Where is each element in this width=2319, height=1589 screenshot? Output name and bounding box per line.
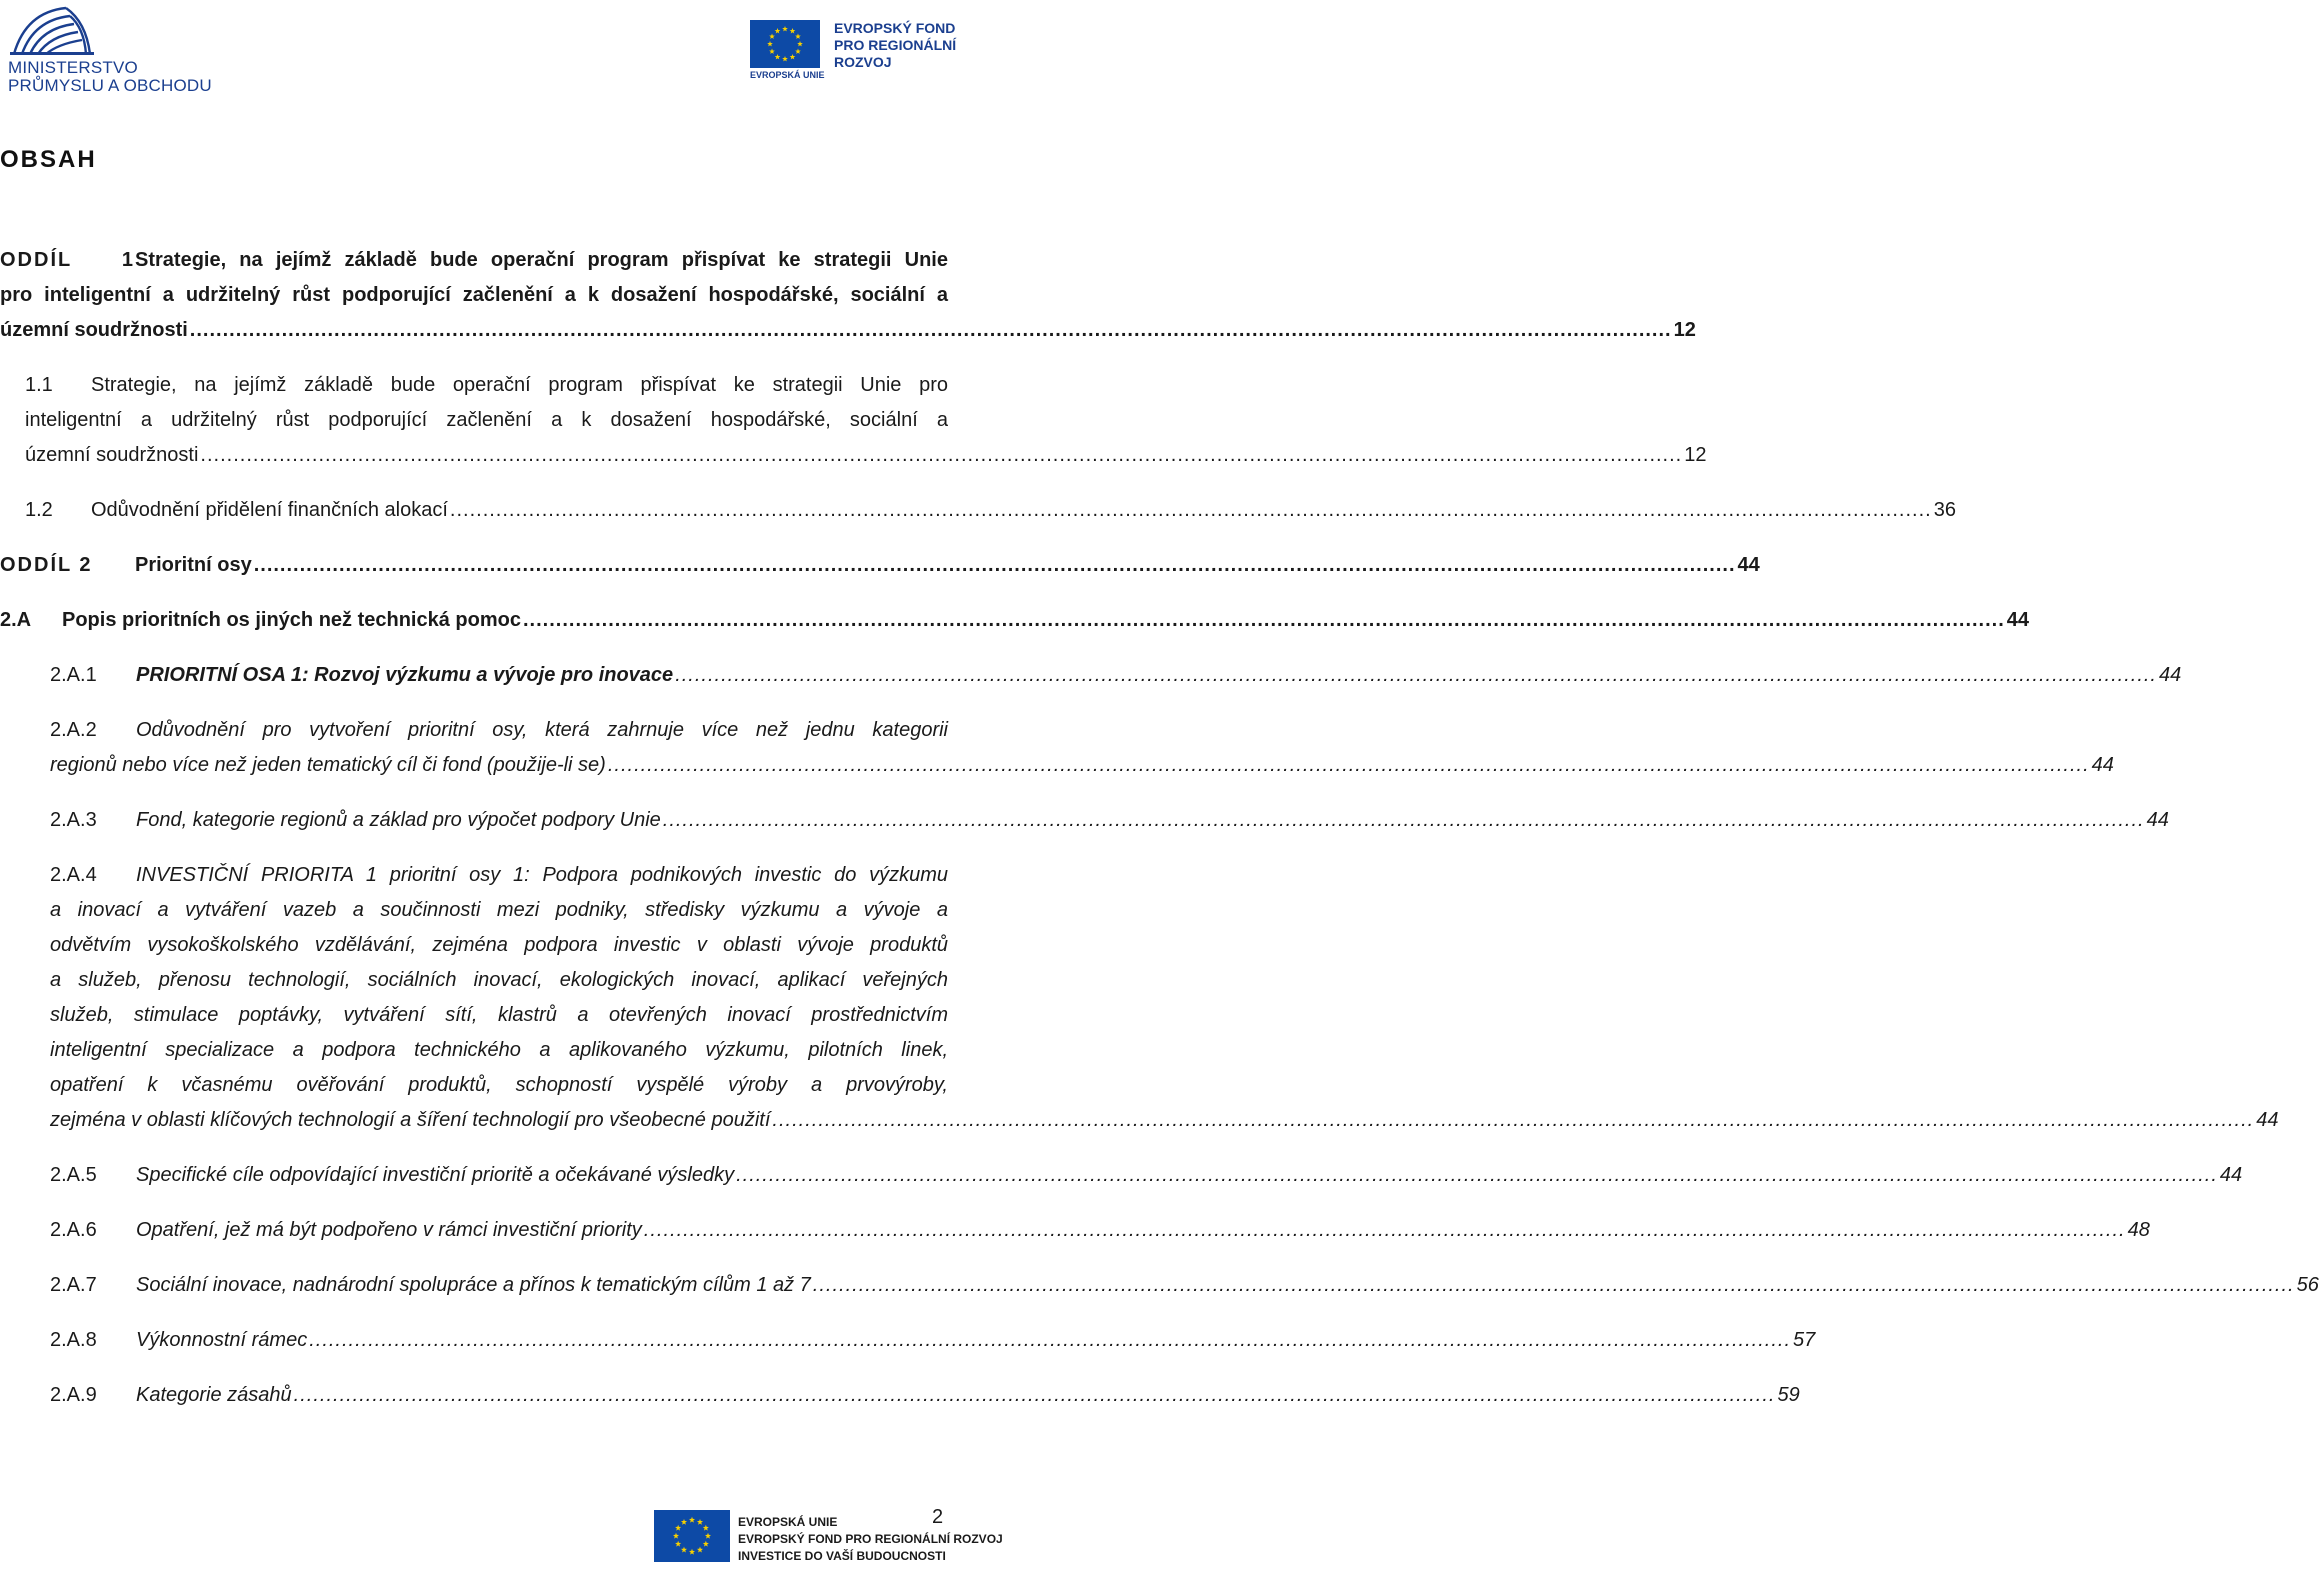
toc-number: 1.2 [25, 499, 53, 521]
footer-eu-logo [654, 1510, 1003, 1570]
toc-entry-2-a-6[interactable]: 2.A.6 Opatření, jež má být podpořeno v rámci investiční priority ..... 48 [0, 1213, 948, 1248]
eu-fund-logo [750, 20, 960, 82]
toc-page-number: 48 [2127, 1219, 2150, 1241]
toc-leader [813, 1268, 2295, 1303]
toc-entry-2-a[interactable]: 2.A Popis prioritních os jiných než technická pomoc ..... 44 [0, 603, 948, 638]
toc-page-number: 12 [1673, 319, 1696, 341]
eu-flag-caption: EVROPSKÁ UNIE [750, 70, 825, 80]
toc-leader [772, 1103, 2254, 1138]
toc-page-number: 59 [1777, 1384, 1800, 1406]
toc-page-number: 36 [1933, 499, 1956, 521]
toc-leader [254, 548, 1736, 583]
ministry-emblem-icon [6, 2, 106, 58]
toc-number: 2.A.9 [50, 1384, 97, 1406]
ministry-logo [6, 2, 216, 98]
toc-page-number: 44 [2159, 664, 2182, 686]
toc-entry-2-a-7[interactable]: 2.A.7 Sociální inovace, nadnárodní spolupráce a přínos k tematickým cílům 1 až 7 ..... 56 [0, 1268, 948, 1303]
toc-leader [190, 313, 1672, 348]
toc-leader [294, 1378, 1776, 1413]
toc-leader [736, 1158, 2218, 1193]
toc-leader [450, 493, 1932, 528]
table-of-contents [0, 243, 2319, 1413]
page-number: 2 [932, 1506, 944, 1528]
toc-page-number: 44 [1737, 554, 1760, 576]
footer-eu-text: EVROPSKÁ UNIE EVROPSKÝ FOND PRO REGIONÁLNÍ ROZVOJ INVESTICE DO VAŠÍ BUDOUCNOSTI [738, 1515, 1003, 1563]
toc-number: 2.A.1 [50, 664, 97, 686]
toc-entry-1-1[interactable]: 1.1 Strategie, na jejímž základě bude operační program přispívat ke strategii Unie pro inteligentní a udržitelný růst podporující začlenění a k dosažení hospodářské, sociální a územní soudržnosti ..... 12 [0, 368, 948, 473]
toc-entry-2-a-2[interactable]: 2.A.2 Odůvodnění pro vytvoření prioritní osy, která zahrnuje více než jednu kategorii regionů nebo více než jeden tematický cíl či fond (použije-li se) ..... 44 [0, 713, 948, 783]
toc-entry-2-a-9[interactable]: 2.A.9 Kategorie zásahů ..... 59 [0, 1378, 948, 1413]
toc-number: 2.A [0, 609, 32, 631]
toc-entry-2-a-8[interactable]: 2.A.8 Výkonnostní rámec ..... 57 [0, 1323, 948, 1358]
toc-page-number: 44 [2146, 809, 2169, 831]
page-title: OBSAH [0, 146, 97, 173]
fund-name: EVROPSKÝ FOND PRO REGIONÁLNÍ ROZVOJ [834, 20, 957, 70]
toc-entry-1-2[interactable]: 1.2 Odůvodnění přidělení finančních alokací ..... 36 [0, 493, 948, 528]
eu-flag-icon [750, 20, 820, 68]
toc-leader [200, 438, 1682, 473]
toc-number: 2.A.3 [50, 809, 97, 831]
toc-page-number: 12 [1684, 444, 1707, 466]
toc-number: 1.1 [25, 374, 53, 396]
toc-number: 2.A.4 [50, 864, 97, 886]
toc-number: 2.A.6 [50, 1219, 97, 1241]
toc-number: 2.A.8 [50, 1329, 97, 1351]
toc-entry-2-a-1[interactable]: 2.A.1 PRIORITNÍ OSA 1: Rozvoj výzkumu a vývoje pro inovace ..... 44 [0, 658, 948, 693]
toc-number: 2.A.7 [50, 1274, 97, 1296]
toc-number: 2.A.5 [50, 1164, 97, 1186]
toc-number: ODDÍL 2 [0, 554, 93, 576]
toc-number: 2.A.2 [50, 719, 97, 741]
toc-leader [523, 603, 2005, 638]
toc-page-number: 44 [2006, 609, 2030, 631]
toc-page-number: 44 [2091, 754, 2114, 776]
toc-number: ODDÍL 1 [0, 249, 135, 271]
toc-page-number: 57 [1793, 1329, 1816, 1351]
toc-entry-2-a-4[interactable]: 2.A.4 INVESTIČNÍ PRIORITA 1 prioritní osy 1: Podpora podnikových investic do výzkumu a inovací a vytváření vazeb a součinnosti mezi podniky, středisky výzkumu a vývoje a odvětvím vysokoškolského vzdělávání, zejména podpora investic v oblasti vývoje produktů a služeb, přenosu technologií, sociálních inovací, ekologických inovací, aplikací veřejných služeb, stimulace poptávky, vytváření sítí, klastrů a otevřených inovací prostřednictvím inteligentní specializace a podpora technického a aplikovaného výzkumu, pilotních linek, opatření k včasnému ověřování produktů, schopností vyspělé výroby a prvovýroby, zejména v oblasti klíčových technologií a šíření technologií pro všeobecné použití ..... 44 [0, 858, 948, 1138]
eu-flag-icon [654, 1510, 730, 1562]
toc-entry-oddil-2[interactable]: ODDÍL 2 Prioritní osy ..... 44 [0, 548, 948, 583]
toc-page-number: 56 [2296, 1274, 2319, 1296]
toc-leader [309, 1323, 1791, 1358]
toc-entry-oddil-1[interactable]: ODDÍL 1Strategie, na jejímž základě bude operační program přispívat ke strategii Unie pro inteligentní a udržitelný růst podporující začlenění a k dosažení hospodářské, sociální a územní soudržnosti ..... 12 [0, 243, 948, 348]
toc-entry-2-a-3[interactable]: 2.A.3 Fond, kategorie regionů a základ pro výpočet podpory Unie ..... 44 [0, 803, 948, 838]
toc-entry-2-a-5[interactable]: 2.A.5 Specifické cíle odpovídající investiční prioritě a očekávané výsledky ..... 44 [0, 1158, 948, 1193]
toc-leader [675, 658, 2157, 693]
toc-leader [663, 803, 2145, 838]
toc-page-number: 44 [2219, 1164, 2243, 1186]
toc-leader [644, 1213, 2126, 1248]
toc-leader [608, 748, 2090, 783]
toc-page-number: 44 [2256, 1109, 2279, 1131]
ministry-logo-text: MINISTERSTVO PRŮMYSLU A OBCHODU [8, 58, 212, 95]
